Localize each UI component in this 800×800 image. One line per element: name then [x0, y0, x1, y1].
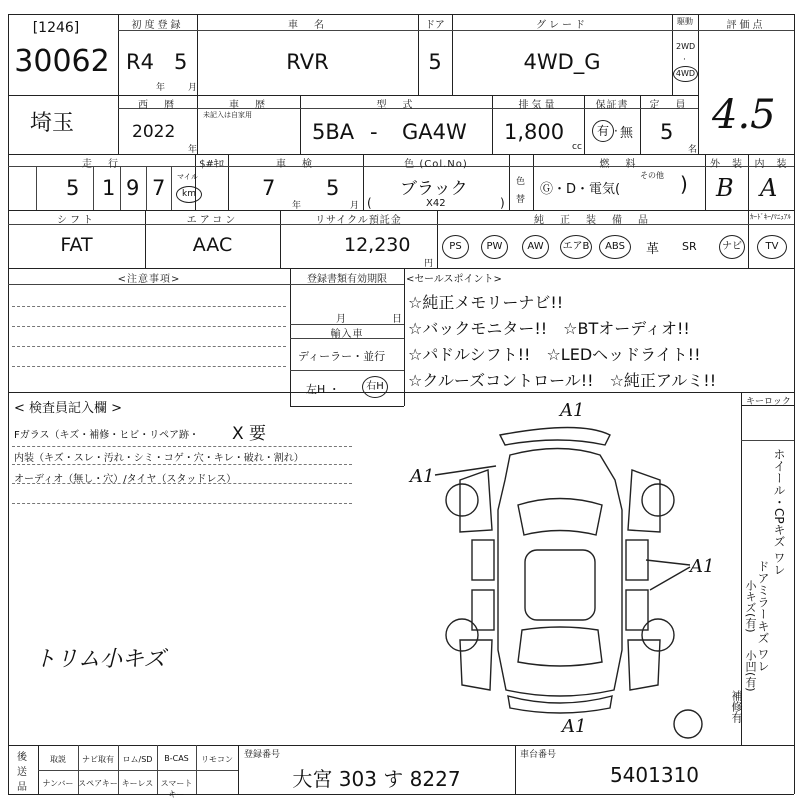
roof [525, 550, 595, 620]
chassis-number: 5401310 [609, 763, 700, 787]
mileage-digit-2: 1 [102, 176, 116, 200]
insp-month-unit: 月 [350, 201, 360, 211]
footer-label-3: 品 [17, 782, 27, 793]
mark-a1-rear: A1 [562, 716, 587, 737]
mileage-digit-4: 7 [152, 176, 166, 200]
equip-leather: 革 [646, 242, 660, 257]
exterior-grade: B [716, 174, 734, 202]
fuel-options: Ⓖ・D・電気( [540, 182, 621, 197]
shift-header: シフト [57, 215, 96, 226]
equip-tv: TV [757, 235, 787, 259]
sales-point-4: ☆クルーズコントロール!! ☆純正アルミ!! [408, 371, 717, 390]
equip-pw: PW [481, 235, 508, 259]
yen-unit: 円 [424, 259, 434, 269]
color-header: 色 (Col.No) [404, 159, 468, 170]
doc-day: 日 [392, 314, 402, 325]
warranty-yes-circled: 有 [592, 120, 614, 142]
warranty-header: 保証書 [595, 100, 629, 111]
door-right-rear [626, 590, 648, 630]
color-no: X42 [426, 198, 446, 209]
sales-point-2: ☆バックモニター!! ☆BTオーディオ!! [408, 319, 690, 338]
caution-header: <注意事項> [117, 274, 181, 285]
insp-month: 5 [326, 176, 340, 200]
inspection-line-glass: Fガラス（キズ・補修・ヒビ・リペア跡・ [14, 430, 200, 441]
year-unit: 年 [156, 83, 166, 93]
wheel-right-rear [642, 619, 674, 651]
equip-airbag: エアB [560, 235, 592, 259]
reg-header: 初度登録 [131, 20, 184, 31]
footer-item-navi: ナビ取有 [82, 755, 114, 764]
doc-month: 月 [336, 314, 346, 325]
warranty-no: 無 [620, 126, 634, 141]
front-bumper [500, 428, 610, 446]
drive-4wd-circled: 4WD [673, 66, 698, 82]
recycle-amount: 12,230 [344, 234, 411, 256]
import-value: ディーラー・並行 [298, 350, 386, 363]
ac: AAC [192, 234, 233, 256]
model-prefix: 5BA [312, 120, 355, 144]
fuel-other: その他 [640, 171, 664, 180]
insp-year-unit: 年 [292, 201, 302, 211]
capacity: 5 [660, 120, 674, 144]
rear-bumper [508, 696, 612, 713]
mile-label: マイル [177, 173, 198, 181]
footer-item-bcas: B-CAS [164, 754, 189, 763]
capacity-header: 定 員 [649, 100, 689, 111]
chassis-header: 車台番号 [520, 750, 557, 760]
western-header: 西 暦 [138, 100, 177, 111]
ac-header: エアコン [186, 215, 239, 226]
history-header: 車 歴 [229, 100, 268, 111]
interior-header: 内 装 [754, 159, 788, 170]
footer-item-plate: ナンバー [42, 779, 74, 788]
reg-doc-header: 登録書類有効期限 [307, 274, 387, 285]
fuel-header: 燃 料 [599, 159, 639, 170]
grade-header: グレード [536, 20, 588, 31]
recycle-header: リサイクル預託金 [315, 215, 402, 226]
mileage-digit-1: 5 [66, 176, 80, 200]
mark-a1-left: A1 [410, 466, 435, 487]
fender-right-rear [628, 640, 660, 690]
capacity-unit: 名 [688, 145, 698, 155]
inspection-line-audio: オーディオ（無し・穴）/タイヤ（スタッドレス） [14, 474, 237, 485]
insp-year: 7 [262, 176, 276, 200]
side-note-1: ホイール・CPキズ ワレ [772, 448, 786, 576]
color-paren-open: ( [367, 196, 372, 210]
handwritten-note: トリム小キズ [34, 647, 166, 672]
color-change-1: 色 [516, 177, 526, 187]
month-unit: 月 [188, 83, 198, 93]
model-header: 型 式 [376, 100, 416, 111]
history-note: 未記入は自家用 [203, 111, 252, 119]
equipment-header: 純 正 装 備 品 [534, 215, 651, 226]
reg-era: R4 [126, 50, 154, 74]
plate-header: 登録番号 [244, 750, 281, 760]
fender-left-rear [460, 640, 492, 690]
mark-a1-front: A1 [560, 400, 585, 421]
mileage-header: 走 行 [82, 159, 121, 170]
shift: FAT [60, 234, 93, 256]
fuel-close: ) [680, 172, 688, 196]
car-outline [498, 449, 622, 697]
color-paren-close: ) [500, 196, 505, 210]
wheel-left-rear [446, 619, 478, 651]
inspection-line-interior: 内装（キズ・スレ・汚れ・シミ・コゲ・穴・キレ・破れ・割れ） [14, 453, 304, 464]
color: ブラック [400, 179, 468, 199]
model-code: GA4W [402, 120, 467, 144]
owner-header: ｶｰﾄﾞｷｰ/ﾏﾆｭｱﾙ [750, 213, 791, 221]
door-left-front [472, 540, 494, 580]
color-change-2: 替 [516, 195, 526, 205]
year: 2022 [132, 122, 176, 142]
mark-a1-right: A1 [690, 556, 715, 577]
vehicle-damage-diagram [400, 400, 730, 745]
displacement-header: 排気量 [518, 100, 558, 111]
inspection-header: 車 検 [276, 159, 315, 170]
door-header: ドア [425, 20, 445, 31]
footer-item-manual: 取説 [50, 755, 66, 764]
displacement: 1,800 [504, 120, 565, 144]
km-header: $#ｷﾛ [199, 159, 224, 170]
score-header: 評価点 [726, 20, 766, 31]
interior-grade: A [760, 174, 778, 202]
lot-box: [1246] [32, 20, 80, 36]
wheel-left-front [446, 484, 478, 516]
footer-label-2: 送 [17, 767, 27, 778]
keyless-header: キーロック [746, 397, 791, 407]
spare-tire [674, 710, 702, 738]
reg-month: 5 [174, 50, 188, 74]
windshield [518, 499, 602, 536]
door-left-rear [472, 590, 494, 630]
side-note-2: ドアミラーキズ ワレ [756, 560, 770, 672]
exterior-header: 外 装 [710, 159, 743, 170]
year-unit-2: 年 [188, 145, 198, 155]
inspection-header: < 検査員記入欄 > [14, 401, 123, 416]
drive-header: 駆動 [677, 17, 693, 26]
sales-point-1: ☆純正メモリーナビ!! [408, 293, 564, 312]
footer-item-smart-key: スマートキー [160, 779, 193, 799]
door-right-front [626, 540, 648, 580]
equip-sr: SR [682, 240, 697, 253]
cc-unit: cc [572, 142, 582, 152]
grade: 4WD_G [523, 50, 601, 74]
import-header: 輸入車 [330, 329, 364, 340]
footer-item-rom: ロム/SD [122, 755, 153, 764]
side-note-3: 小キズ(有) [744, 580, 757, 633]
fender-left-front [460, 470, 492, 532]
region: 埼玉 [30, 111, 75, 136]
side-note-5: 補修有 [730, 690, 743, 723]
footer-item-keyless: キーレス [121, 779, 154, 788]
side-note-4: 小凹(有) [744, 650, 757, 692]
plate-number: 大宮 303 す 8227 [292, 767, 461, 791]
model-sep: - [370, 120, 378, 144]
equip-abs: ABS [599, 235, 631, 259]
car-name-header: 車 名 [288, 20, 327, 31]
footer-label-1: 後 [17, 752, 27, 763]
warranty-dot: · [614, 124, 618, 138]
score: 4.5 [712, 92, 776, 138]
steering: 左H ・ [306, 383, 340, 396]
drive-dot: · [683, 55, 686, 65]
fender-right-front [628, 470, 660, 532]
mileage-digit-3: 9 [126, 176, 140, 200]
drive-2wd: 2WD [676, 42, 696, 51]
equip-navi: ナビ [719, 235, 745, 259]
km-circled: km [176, 186, 202, 203]
equip-aw: AW [522, 235, 549, 259]
footer-item-spare-key: スペアキー [78, 779, 118, 788]
doors: 5 [428, 50, 442, 74]
steering-rhd-circled: 右H [362, 376, 388, 398]
lot-number: 30062 [14, 44, 110, 79]
equip-ps: PS [442, 235, 469, 259]
mark-line-right [646, 560, 690, 590]
car-name: RVR [286, 50, 329, 74]
rear-window [518, 627, 602, 666]
sales-header: <セールスポイント> [406, 274, 502, 285]
glass-note: X 要 [232, 424, 267, 444]
wheel-right-front [642, 484, 674, 516]
footer-item-remote: リモコン [201, 755, 233, 764]
sales-point-3: ☆パドルシフト!! ☆LEDヘッドライト!! [408, 345, 701, 364]
